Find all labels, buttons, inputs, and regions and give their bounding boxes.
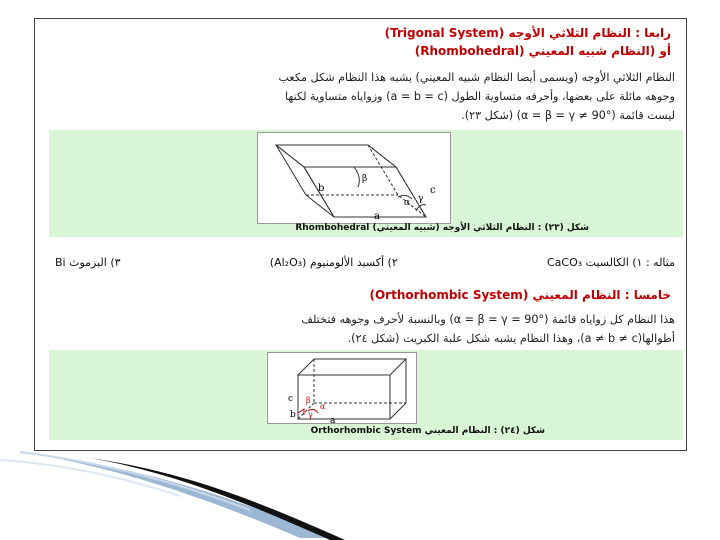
fig24-label-gamma: γ [308, 410, 313, 419]
figure-24-caption: شكل (٢٤) : النظام المعيني Orthorhombic System [310, 426, 545, 436]
fig24-label-c: c [288, 394, 294, 404]
fig23-label-beta: β [362, 174, 368, 184]
fig24-label-alpha: α [320, 402, 326, 411]
fig24-label-beta: β [306, 396, 311, 405]
document-page [47, 20, 685, 440]
figure-23-caption: شكل (٢٣) : النظام الثلاثي الأوجه (شبيه المعيني) Rhombohedral [295, 223, 589, 233]
decorative-swoosh [0, 450, 720, 540]
trigonal-line-2: وجوهه مائلة على بعضها، وأحرفه متساوية الطول (a = b = c) وزواياه متساوية لكنها [284, 90, 675, 103]
orthorhombic-paragraph [55, 310, 675, 348]
example-bismuth: ٣) البزموث Bi [55, 256, 121, 269]
rhombohedron-diagram [257, 132, 451, 224]
fig23-label-alpha: α [404, 198, 411, 208]
heading-rhombohedral: أو (النظام شبيه المعيني (Rhombohedral) [414, 44, 671, 58]
example-alumina: ٢) أكسيد الألومنيوم (Al₂O₃) [269, 256, 398, 269]
trigonal-paragraph [55, 68, 675, 125]
orthorhombic-diagram [267, 352, 417, 424]
fig23-label-a: a [374, 211, 380, 222]
example-calcite: مثاله : ١) الكالسيت CaCO₃ [546, 256, 675, 269]
heading-orthorhombic: خامسا : النظام المعيني (Orthorhombic System) [369, 288, 671, 302]
figure-23-panel [49, 130, 683, 237]
orthorhombic-line-1: هذا النظام كل زواياه قائمة (α = β = γ = 90°) وبالنسبة لأحرف وجوهه فتختلف [301, 313, 675, 326]
fig23-label-c: c [430, 185, 436, 196]
fig23-label-b: b [318, 183, 325, 194]
fig24-label-b: b [290, 410, 296, 420]
trigonal-line-3: ليست قائمة (α = β = γ ≠ 90°) (شكل ٢٣). [461, 109, 675, 122]
fig24-label-a: a [330, 416, 336, 423]
fig23-label-gamma: γ [418, 194, 424, 204]
orthorhombic-line-2: أطوالها(a ≠ b ≠ c)، وهذا النظام يشبه شكل علبة الكبريت (شكل ٢٤). [347, 332, 675, 345]
trigonal-line-1: النظام الثلاثي الأوجه (ويسمى أيضا النظام شبيه المعيني) يشبه هذا النظام شكل مكعب [278, 71, 675, 84]
figure-24-panel [49, 350, 683, 440]
examples-row [55, 256, 675, 269]
heading-trigonal: رابعا : النظام الثلاثي الأوجه (Trigonal System) [384, 26, 671, 40]
